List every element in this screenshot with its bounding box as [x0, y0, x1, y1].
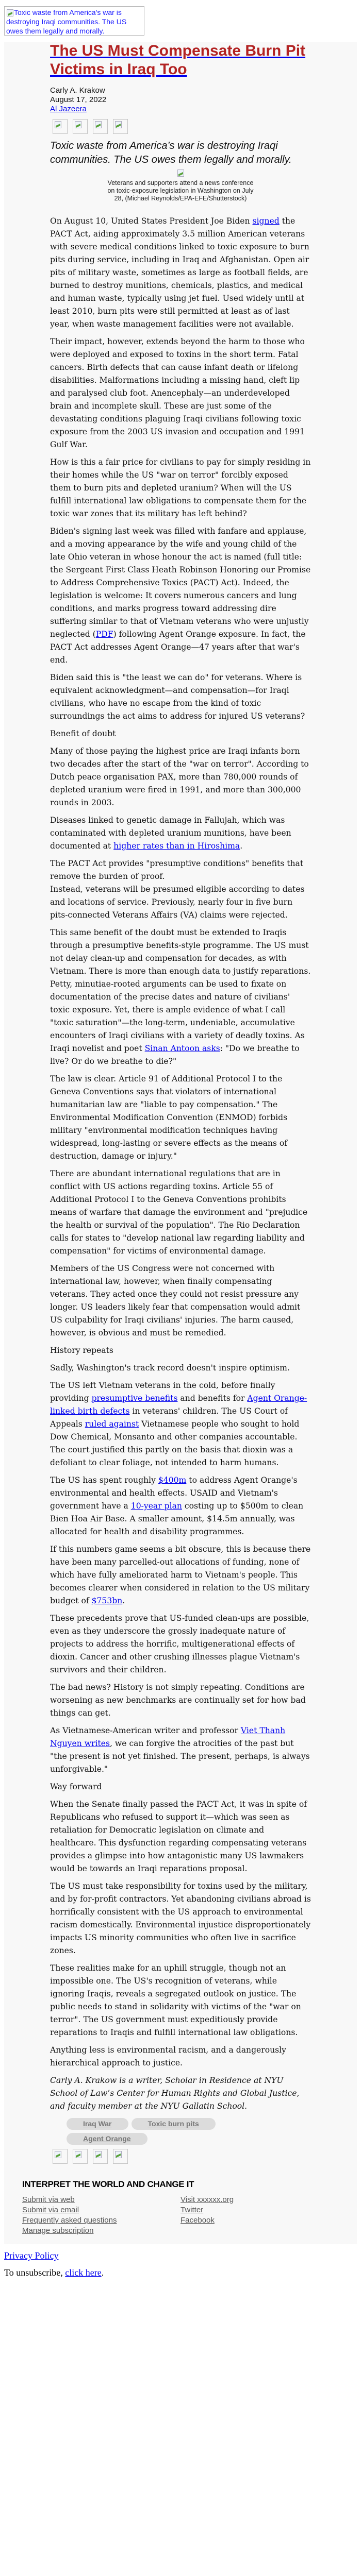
inline-link[interactable]: $400m	[158, 1476, 187, 1485]
text-run: and benefits for	[177, 1394, 248, 1403]
text-run: How is this a fair price for civilians to pay for simply residing in their homes while the US "war on terror" forcibly exposed them to burn pits and depleted uranium? When will the US fulfill international law obligations to compensate them for the toxic war zones that its military has left behind?	[50, 457, 311, 518]
text-run: Benefit of doubt	[50, 729, 116, 738]
article-body	[50, 215, 311, 2113]
footer-link[interactable]: Facebook	[180, 2216, 215, 2225]
paragraph	[50, 857, 311, 922]
text-run: When the Senate finally passed the PACT Act, it was in spite of Republicans who refused to support it—which was seen as retaliation for Democratic legislation on climate and healthcare. This dysfunction regarding compensating veterans provides a glimpse into how antagonistic many US lawmakers would be towards an Iraqi reparations proposal.	[50, 1800, 307, 1873]
text-run: in veterans' children. The US Court of Appeals	[50, 1406, 288, 1429]
paragraph	[50, 1474, 311, 1538]
inline-link[interactable]: 10-year plan	[130, 1501, 182, 1511]
broken-image-icon	[74, 121, 81, 128]
inline-link[interactable]: higher rates than in Hiroshima	[113, 841, 240, 851]
paragraph	[50, 2044, 311, 2070]
privacy-policy-link[interactable]: Privacy Policy	[4, 2250, 59, 2261]
tag-pill[interactable]: Toxic burn pits	[132, 2118, 216, 2130]
paragraph	[50, 1362, 311, 1375]
inline-link[interactable]: Agent Orange-linked birth defects	[50, 1394, 307, 1416]
text-run: As Vietnamese-American writer and professor	[50, 1726, 241, 1735]
text-run: Instead, veterans will be presumed eligible according to dates and locations of service. Previously, nearly four in five burn pits-connected Veterans Affairs (VA) claims were rejected.	[50, 885, 305, 920]
legal-section	[4, 2250, 357, 2278]
text-run: Carly A. Krakow is a writer, Scholar in Residence at NYU School of Law’s Center for Human Rights and Global Justice, and faculty member at the NYU Gallatin School.	[50, 2076, 300, 2111]
tag-pill[interactable]: Iraq War	[67, 2118, 128, 2130]
section-heading	[50, 727, 311, 740]
share-icons-bottom	[50, 2149, 311, 2164]
text-run: The US left Vietnam veterans in the cold, before finally providing	[50, 1381, 275, 1403]
broken-image-icon	[54, 121, 61, 128]
text-run: These precedents prove that US-funded clean-ups are possible, even as they underscore the grossly inadequate nature of projects to address the horrific, multigenerational effects of dioxin. Cancer and other crushing illnesses plague Vietnam's survivors and their children.	[50, 1614, 309, 1674]
author-bio	[50, 2074, 311, 2113]
tag-list	[50, 2118, 242, 2145]
hero-image-alt-text: Toxic waste from America's war is destroying Iraqi communities. The US owes them legally and morally.	[6, 8, 127, 35]
inline-link[interactable]: Viet Thanh Nguyen writes	[50, 1726, 286, 1748]
paragraph	[50, 1962, 311, 2039]
share-icon-2[interactable]	[73, 119, 88, 134]
footer-link[interactable]: Submit via web	[22, 2195, 75, 2204]
inline-link[interactable]: $753bn	[91, 1596, 123, 1605]
share-icon-3[interactable]	[93, 2149, 108, 2164]
footer-links-left	[22, 2195, 180, 2236]
paragraph	[50, 456, 311, 520]
paragraph	[50, 1798, 311, 1875]
share-icon-4[interactable]	[113, 119, 128, 134]
paragraph	[50, 671, 311, 723]
text-run: The PACT Act provides "presumptive conditions" benefits that remove the burden of proof.	[50, 859, 304, 881]
article-title-link[interactable]: The US Must Compensate Burn Pit Victims in Iraq Too	[50, 42, 306, 78]
text-run: Anything less is environmental racism, and a dangerously hierarchical approach to justice.	[50, 2045, 286, 2067]
unsubscribe-prefix: To unsubscribe,	[4, 2267, 65, 2278]
text-run: Members of the US Congress were not concerned with international law, however, when finally compensating veterans. They acted once they could not resist pressure any longer. US leaders likely fear that compensation would admit US culpability for Iraqi civilians' injuries. The harm caused, however, is obvious and must be remedied.	[50, 1264, 301, 1337]
newsletter-panel	[4, 42, 357, 2244]
text-run: Many of those paying the highest price are Iraqi infants born two decades after the start of the "war on terror". According to Dutch peace organisation PAX, more than 780,000 rounds of depleted uranium were fired in 1991, and more than 300,000 rounds in 2003.	[50, 747, 309, 807]
text-run: ) following Agent Orange exposure. In fact, the PACT Act addresses Agent Orange—47 years after that war's end.	[50, 630, 306, 665]
text-run: the PACT Act, aiding approximately 3.5 million American veterans with severe medical conditions linked to toxic exposure to burn pits during service, including in Iraq and Afghanistan. Open air pits of military waste, sometimes as large as football fields, are burned to destroy munitions, chemicals, plastics, and medical and human waste, typically using jet fuel. Used widely until at least 2010, burn pits were still permitted at least as of last year, when waste management facilities were not available.	[50, 216, 309, 329]
share-icon-3[interactable]	[93, 119, 108, 134]
broken-image-icon	[94, 2150, 102, 2158]
article-figure	[50, 169, 311, 202]
tag-pill[interactable]: Agent Orange	[67, 2133, 147, 2145]
paragraph	[50, 1681, 311, 1720]
broken-image-icon	[94, 121, 102, 128]
author: Carly A. Krakow	[50, 86, 105, 95]
text-run: History repeats	[50, 1346, 113, 1355]
unsubscribe-text	[4, 2267, 357, 2278]
share-icon-1[interactable]	[53, 2149, 68, 2164]
text-run: The US must take responsibility for toxins used by the military, and by for-profit contractors. Yet abandoning civilians abroad is horrifically consistent with the US approach to environmental racism domestically. Environmental injustice disproportionately impacts US minority communities who often live in sacrifice zones.	[50, 1882, 311, 1955]
text-run: Diseases linked to genetic damage in Fallujah, which was contaminated with depleted uranium munitions, have been documented at	[50, 816, 291, 851]
text-run: Biden said this is "the least we can do" for veterans. Where is equivalent acknowledgment—and compensation—for Iraqi civilians, who have no escape from the kind of toxic surroundings the act aims to address for injured US veterans?	[50, 673, 305, 721]
text-run: There are abundant international regulations that are in conflict with US actions regarding toxins. Article 55 of Additional Protocol I to the Geneva Conventions prohibits means of warfare that damage the environment and "prejudice the health or survival of the population". The Rio Declaration calls for states to "develop national law regarding liability and compensation" for victims of environmental damage.	[50, 1169, 308, 1256]
article-meta	[50, 86, 311, 114]
unsubscribe-link[interactable]: click here	[65, 2267, 102, 2278]
footer-link[interactable]: Visit xxxxxx.org	[180, 2195, 234, 2204]
publish-date: August 17, 2022	[50, 95, 107, 104]
footer-links-right	[180, 2195, 339, 2236]
text-run: On August 10, United States President Joe Biden	[50, 216, 253, 226]
inline-link[interactable]: Sinan Antoon asks	[144, 1044, 220, 1053]
section-heading	[50, 1344, 311, 1357]
text-run: , we can forgive the atrocities of the past but "the present is not yet finished. The present, perhaps, is always unforgivable."	[50, 1739, 310, 1774]
broken-image-icon	[114, 2150, 122, 2158]
footer-link[interactable]: Twitter	[180, 2206, 204, 2214]
inline-link[interactable]: presumptive benefits	[91, 1394, 178, 1403]
paragraph	[50, 215, 311, 331]
source-link[interactable]: Al Jazeera	[50, 105, 87, 113]
text-run: These realities make for an uphill struggle, though not an impossible one. The US's recognition of veterans, while ignoring Iraqis, reveals a segregated outlook on justice. The public needs to stand in solidarity with victims of the "war on terror". The US government must expeditiously provide reparations to Iraqis and fulfill international law obligations.	[50, 1963, 301, 2037]
unsubscribe-suffix: .	[101, 2267, 104, 2278]
article-deck: Toxic waste from America’s war is destroying Iraqi communities. The US owes them legally and morally.	[50, 140, 292, 165]
broken-image-icon	[54, 2150, 61, 2158]
paragraph	[50, 525, 311, 667]
text-run: Sadly, Washington's track record doesn't inspire optimism.	[50, 1363, 290, 1372]
broken-image-icon	[114, 121, 122, 128]
text-run: Vietnamese people who sought to hold Dow Chemical, Monsanto and other companies accountable. The court justified this partly on the basis that dioxin was a defoliant to clear foliage, not intended to harm humans.	[50, 1419, 300, 1467]
inline-link[interactable]: ruled against	[85, 1419, 139, 1429]
paragraph	[50, 1262, 311, 1340]
broken-image-icon	[74, 2150, 81, 2158]
text-run: costing up to $500m to clean Bien Hoa Air Base. A smaller amount, $14.5m annually, was allocated for health and disability programmes.	[50, 1501, 304, 1536]
broken-image-icon	[6, 9, 13, 16]
section-heading	[50, 1781, 311, 1793]
share-icon-4[interactable]	[113, 2149, 128, 2164]
footer-link[interactable]: Manage subscription	[22, 2226, 94, 2235]
figure-caption: Veterans and supporters attend a news conference on toxic-exposure legislation in Washington on July 28, (Michael Reynolds/EPA-EFE/Shutterstock)	[107, 179, 254, 202]
text-run: .	[240, 841, 243, 851]
paragraph	[50, 926, 311, 1068]
text-run: Their impact, however, extends beyond the harm to those who were deployed and exposed to toxins in the short term. Fatal cancers. Birth defects that can cause infant death or lifelong disabilities. Malformations including a missing hand, cleft lip and paralysed club foot. Anencephaly—an underdeveloped brain and incomplete skull. These are just some of the devastating conditions plaguing Iraqi civilians following toxic exposure from the 2003 US invasion and occupation and 1991 Gulf War.	[50, 337, 305, 449]
footer-link[interactable]: Submit via email	[22, 2206, 79, 2214]
newsletter-footer	[4, 2164, 357, 2244]
paragraph	[50, 1543, 311, 1607]
text-run: Way forward	[50, 1782, 102, 1791]
text-run: If this numbers game seems a bit obscure, this is because there have been many parcelled-out allocations of funding, none of which have fully ameliorated harm to Vietnam's people. This becomes clearer when considered in relation to the US military budget of	[50, 1545, 311, 1605]
text-run: .	[122, 1596, 125, 1605]
paragraph	[50, 1379, 311, 1469]
text-run: The US has spent roughly	[50, 1476, 158, 1485]
paragraph	[50, 335, 311, 451]
hero-image-link[interactable]	[4, 6, 144, 36]
text-run: Biden's signing last week was filled with fanfare and applause, and a moving appearance by the wife and young child of the late Ohio veteran in whose honour the act is named (full title: the Sergeant First Class Heath Robinson Honoring our Promise to Address Comprehensive Toxics (PACT) Act). Indeed, the legislation is welcome: It covers numerous cancers and lung conditions, and marks progress toward addressing dire suffering similar to that of Vietnam veterans who were unjustly neglected (	[50, 527, 311, 639]
text-run: The bad news? History is not simply repeating. Conditions are worsening as new benchmarks are continually set for how bad things can get.	[50, 1683, 306, 1718]
footer-link[interactable]: Frequently asked questions	[22, 2216, 117, 2225]
text-run: This same benefit of the doubt must be extended to Iraqis through a presumptive benefits-style programme. The US must not delay clean-up and compensation for decades, as with Vietnam. There is more than enough data to justify reparations. Petty, minutiae-rooted arguments can be used to fixate on documentation of the precise dates and nature of civilians' toxic exposure. Yet, there is ample evidence of what I call "toxic saturation"—the long-term, undeniable, accumulative encounters of Iraqi civilians with a variety of deadly toxins. As Iraqi novelist and poet	[50, 928, 311, 1053]
paragraph	[50, 1880, 311, 1957]
paragraph	[50, 1073, 311, 1163]
inline-link[interactable]: signed	[252, 216, 280, 226]
paragraph	[50, 1167, 311, 1258]
footer-heading: INTERPRET THE WORLD AND CHANGE IT	[22, 2179, 194, 2189]
paragraph	[50, 745, 311, 809]
text-run: The law is clear. Article 91 of Additional Protocol I to the Geneva Conventions says that violators of international humanitarian law are "liable to pay compensation." The Environmental Modification Convention (ENMOD) forbids military "environmental modification techniques having widespread, long-lasting or severe effects as the means of destruction, damage or injury."	[50, 1074, 288, 1161]
text-run: to address Agent Orange's environmental and health effects. USAID and Vietnam's government have a	[50, 1476, 298, 1511]
article-title	[50, 42, 311, 79]
inline-link[interactable]: PDF	[95, 630, 113, 639]
broken-image-icon	[177, 169, 184, 176]
share-icon-1[interactable]	[53, 119, 68, 134]
share-icon-2[interactable]	[73, 2149, 88, 2164]
paragraph	[50, 1612, 311, 1676]
paragraph	[50, 1724, 311, 1776]
share-icons-top	[50, 119, 311, 134]
paragraph	[50, 814, 311, 853]
text-run: : "Do we breathe to live? Or do we breathe to die?"	[50, 1044, 300, 1066]
